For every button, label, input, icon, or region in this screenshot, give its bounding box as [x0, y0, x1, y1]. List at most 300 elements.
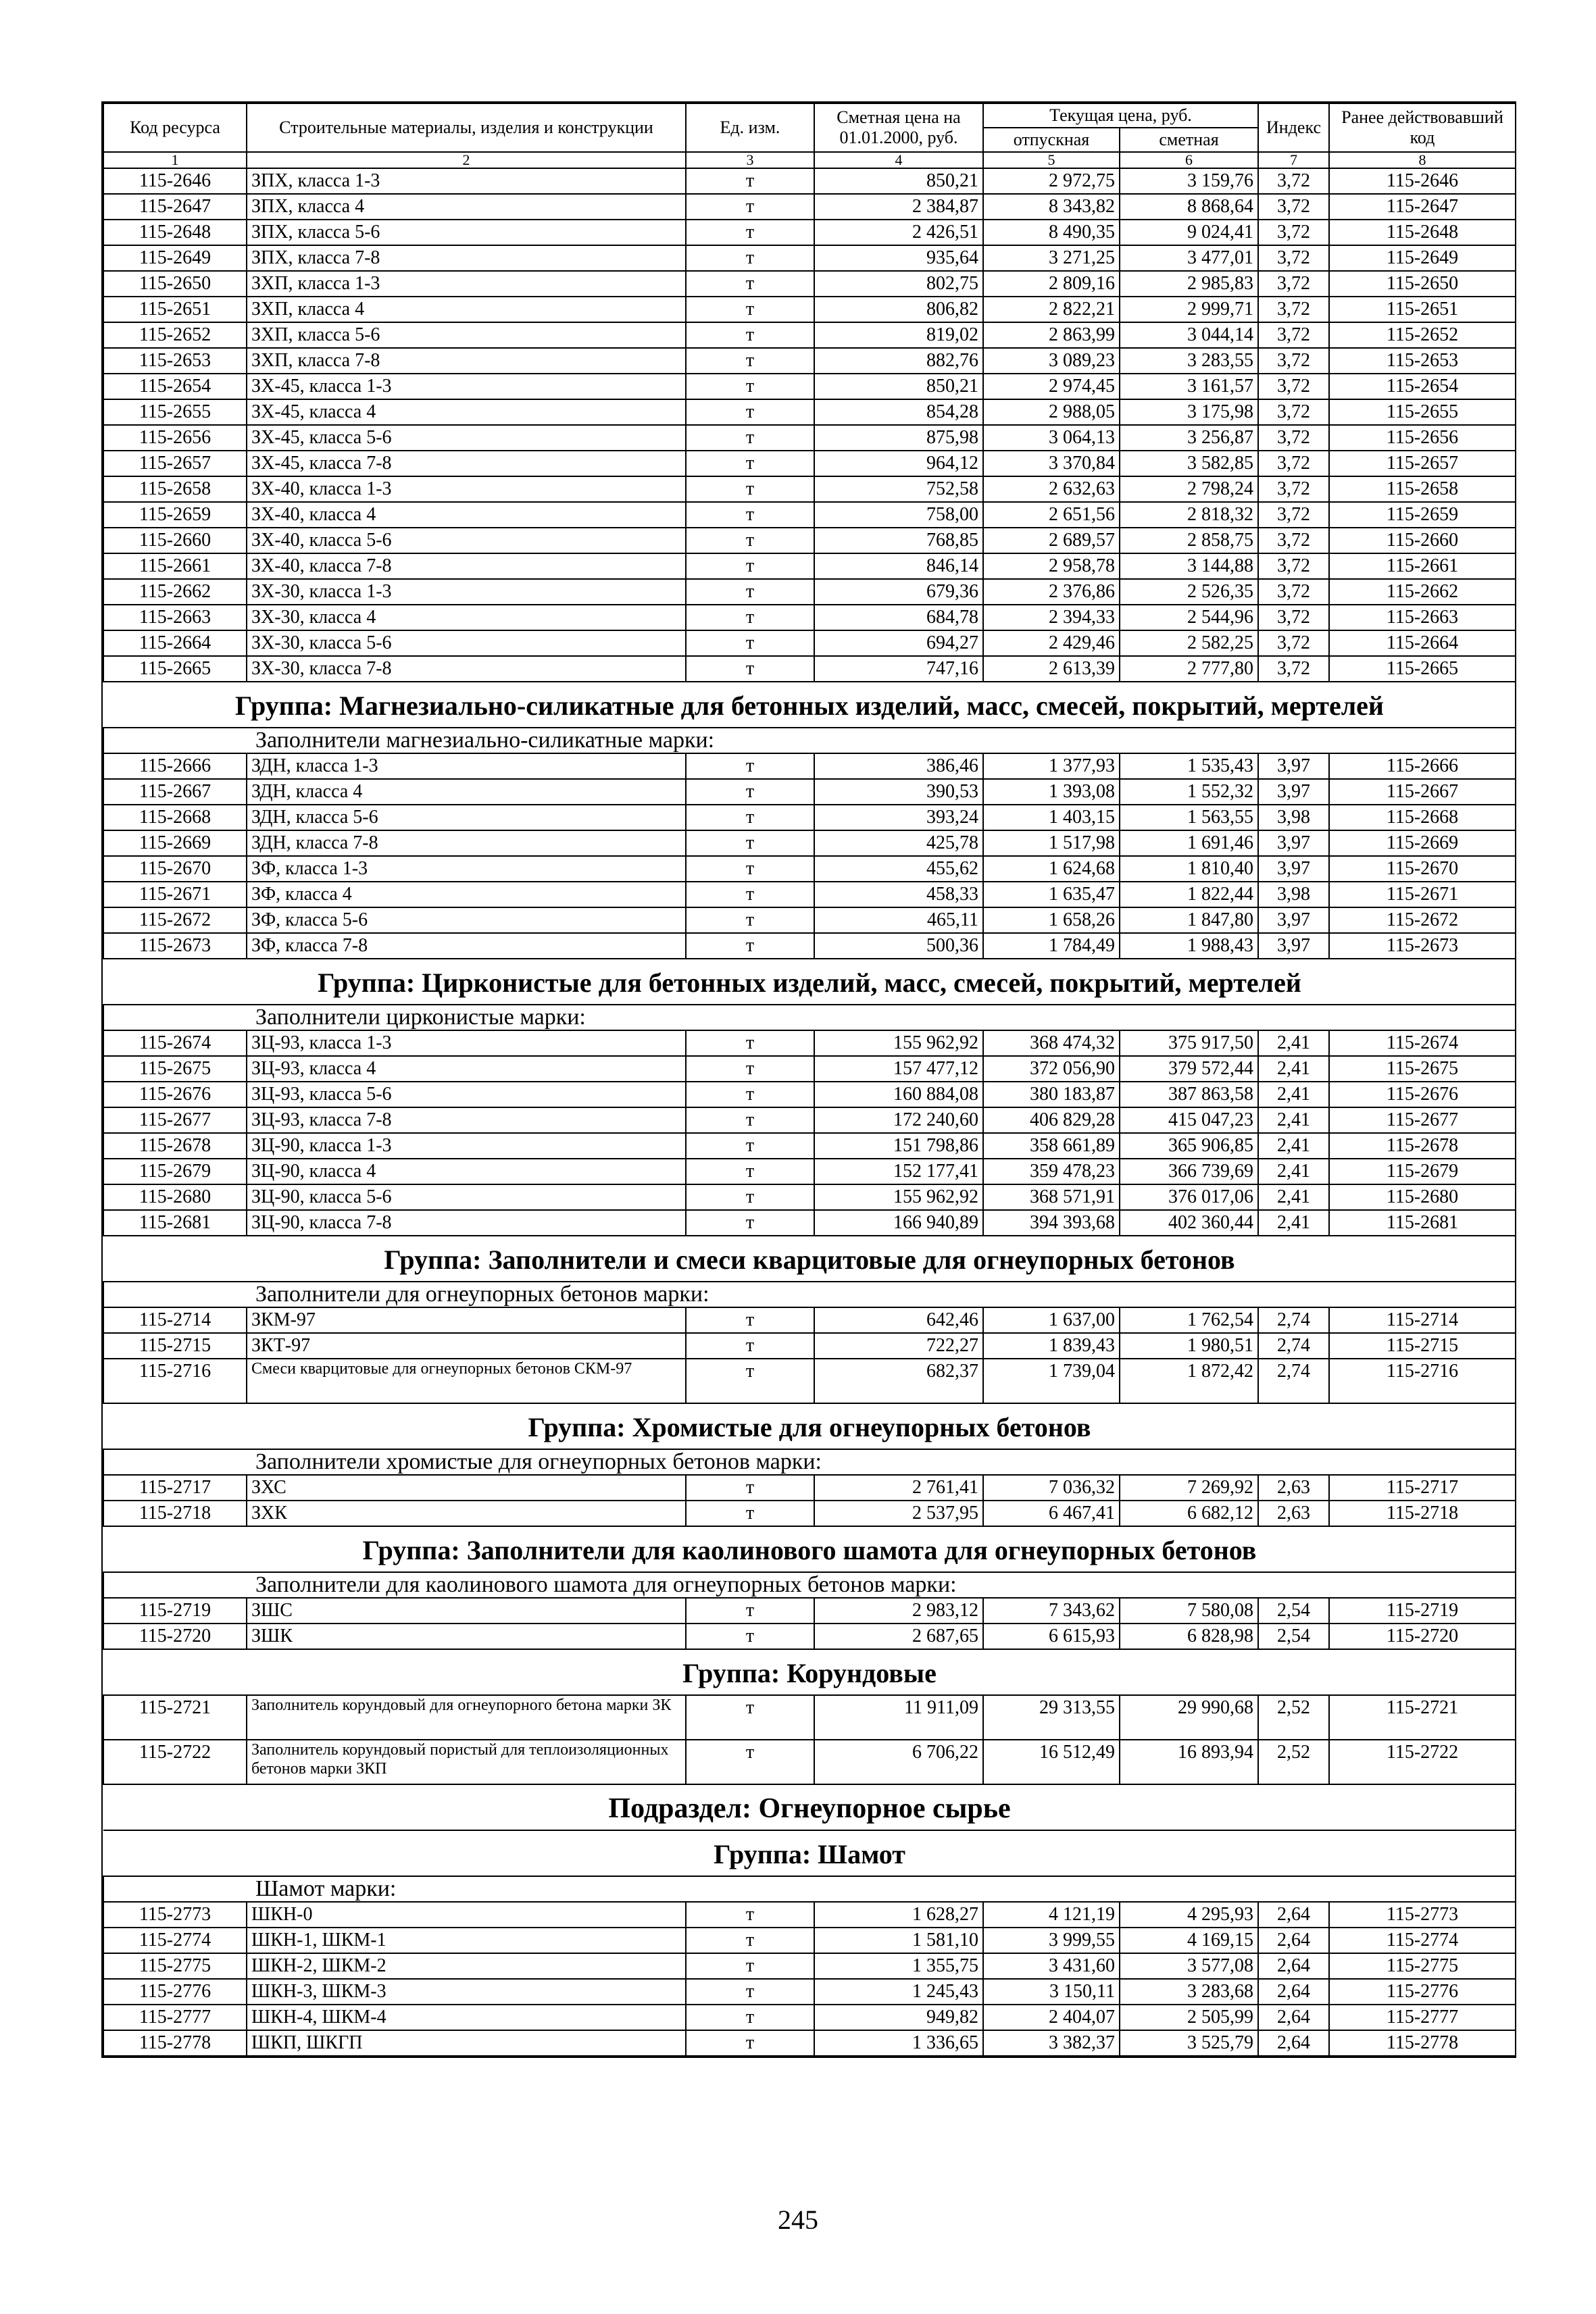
- resource-code-cell: 115-2668: [103, 805, 247, 830]
- material-name-cell: ЗХК: [247, 1501, 686, 1526]
- group-title-row: [103, 1526, 1516, 1572]
- material-name-cell: ЗХ-45, класса 7-8: [247, 451, 686, 476]
- previous-code-cell: 115-2715: [1329, 1333, 1516, 1359]
- previous-code-cell: 115-2650: [1329, 271, 1516, 297]
- previous-code-cell: 115-2670: [1329, 856, 1516, 882]
- header-index: Индекс: [1258, 103, 1329, 152]
- release-price-cell: 1 624,68: [983, 856, 1120, 882]
- base-price-cell: 875,98: [814, 425, 983, 451]
- resource-code-cell: 115-2655: [103, 399, 247, 425]
- group-label-row: [103, 728, 1516, 753]
- estimate-price-cell: 16 893,94: [1120, 1740, 1258, 1784]
- base-price-cell: 2 983,12: [814, 1598, 983, 1624]
- release-price-cell: 1 635,47: [983, 882, 1120, 907]
- previous-code-cell: 115-2717: [1329, 1475, 1516, 1501]
- table-row: [103, 656, 1516, 682]
- unit-cell: т: [686, 1107, 814, 1133]
- base-price-cell: 465,11: [814, 907, 983, 933]
- unit-cell: т: [686, 1979, 814, 2005]
- previous-code-cell: 115-2661: [1329, 553, 1516, 579]
- table-row: [103, 425, 1516, 451]
- group-title-row: [103, 682, 1516, 728]
- unit-cell: т: [686, 1695, 814, 1740]
- material-name-cell: ЗХП, класса 5-6: [247, 322, 686, 348]
- group-title-row: [103, 1830, 1516, 1876]
- table-row: [103, 1928, 1516, 1953]
- previous-code-cell: 115-2718: [1329, 1501, 1516, 1526]
- base-price-cell: 458,33: [814, 882, 983, 907]
- price-index-cell: 2,64: [1258, 1902, 1329, 1928]
- previous-code-cell: 115-2653: [1329, 348, 1516, 374]
- previous-code-cell: 115-2667: [1329, 779, 1516, 805]
- previous-code-cell: 115-2656: [1329, 425, 1516, 451]
- base-price-cell: 964,12: [814, 451, 983, 476]
- table-row: [103, 1184, 1516, 1210]
- table-row: [103, 1333, 1516, 1359]
- material-name-cell: ЗЦ-90, класса 4: [247, 1159, 686, 1184]
- release-price-cell: 2 632,63: [983, 476, 1120, 502]
- previous-code-cell: 115-2665: [1329, 656, 1516, 682]
- price-index-cell: 2,64: [1258, 1953, 1329, 1979]
- unit-cell: т: [686, 194, 814, 220]
- release-price-cell: 359 478,23: [983, 1159, 1120, 1184]
- estimate-price-cell: 7 580,08: [1120, 1598, 1258, 1624]
- estimate-price-cell: 3 577,08: [1120, 1953, 1258, 1979]
- previous-code-cell: 115-2649: [1329, 245, 1516, 271]
- base-price-cell: 386,46: [814, 753, 983, 779]
- table-row: [103, 1501, 1516, 1526]
- resource-code-cell: 115-2665: [103, 656, 247, 682]
- table-row: [103, 2030, 1516, 2056]
- column-number: 5: [983, 152, 1120, 168]
- price-index-cell: 3,72: [1258, 502, 1329, 528]
- estimate-price-cell: 1 563,55: [1120, 805, 1258, 830]
- table-row: [103, 476, 1516, 502]
- material-name-cell: ШКН-4, ШКМ-4: [247, 2005, 686, 2030]
- release-price-cell: 2 689,57: [983, 528, 1120, 553]
- unit-cell: т: [686, 271, 814, 297]
- material-name-cell: ЗФ, класса 4: [247, 882, 686, 907]
- release-price-cell: 1 377,93: [983, 753, 1120, 779]
- resource-code-cell: 115-2679: [103, 1159, 247, 1184]
- estimate-price-cell: 3 477,01: [1120, 245, 1258, 271]
- material-name-cell: Смеси кварцитовые для огнеупорных бетонов СКМ-97: [247, 1359, 686, 1403]
- material-name-cell: ЗДН, класса 5-6: [247, 805, 686, 830]
- base-price-cell: 155 962,92: [814, 1184, 983, 1210]
- base-price-cell: 1 245,43: [814, 1979, 983, 2005]
- release-price-cell: 2 822,21: [983, 297, 1120, 322]
- resource-code-cell: 115-2775: [103, 1953, 247, 1979]
- estimate-price-cell: 3 582,85: [1120, 451, 1258, 476]
- header-prev-code: Ранее действовавший код: [1329, 103, 1516, 152]
- resource-code-cell: 115-2716: [103, 1359, 247, 1403]
- price-index-cell: 2,64: [1258, 1979, 1329, 2005]
- material-name-cell: ЗХ-40, класса 5-6: [247, 528, 686, 553]
- release-price-cell: 368 474,32: [983, 1030, 1120, 1056]
- material-name-cell: ЗХ-45, класса 1-3: [247, 374, 686, 399]
- previous-code-cell: 115-2680: [1329, 1184, 1516, 1210]
- estimate-price-cell: 402 360,44: [1120, 1210, 1258, 1236]
- header-name: Строительные материалы, изделия и конструкции: [247, 103, 686, 152]
- unit-cell: т: [686, 476, 814, 502]
- material-name-cell: ЗЦ-90, класса 7-8: [247, 1210, 686, 1236]
- resource-code-cell: 115-2669: [103, 830, 247, 856]
- unit-cell: т: [686, 1133, 814, 1159]
- base-price-cell: 390,53: [814, 779, 983, 805]
- table-row: [103, 194, 1516, 220]
- estimate-price-cell: 2 777,80: [1120, 656, 1258, 682]
- unit-cell: т: [686, 1902, 814, 1928]
- unit-cell: т: [686, 1030, 814, 1056]
- previous-code-cell: 115-2775: [1329, 1953, 1516, 1979]
- price-index-cell: 2,74: [1258, 1307, 1329, 1333]
- previous-code-cell: 115-2668: [1329, 805, 1516, 830]
- group-title-row: [103, 1649, 1516, 1695]
- table-row: [103, 553, 1516, 579]
- release-price-cell: 2 376,86: [983, 579, 1120, 605]
- subsection-title: Подраздел: Огнеупорное сырье: [103, 1784, 1516, 1830]
- price-index-cell: 2,41: [1258, 1082, 1329, 1107]
- base-price-cell: 1 628,27: [814, 1902, 983, 1928]
- release-price-cell: 2 972,75: [983, 168, 1120, 194]
- previous-code-cell: 115-2681: [1329, 1210, 1516, 1236]
- unit-cell: т: [686, 1082, 814, 1107]
- price-index-cell: 3,72: [1258, 322, 1329, 348]
- estimate-price-cell: 2 818,32: [1120, 502, 1258, 528]
- release-price-cell: 8 343,82: [983, 194, 1120, 220]
- release-price-cell: 6 615,93: [983, 1624, 1120, 1649]
- price-index-cell: 3,72: [1258, 605, 1329, 630]
- release-price-cell: 368 571,91: [983, 1184, 1120, 1210]
- previous-code-cell: 115-2716: [1329, 1359, 1516, 1403]
- release-price-cell: 3 999,55: [983, 1928, 1120, 1953]
- unit-cell: т: [686, 245, 814, 271]
- previous-code-cell: 115-2669: [1329, 830, 1516, 856]
- price-index-cell: 3,72: [1258, 297, 1329, 322]
- material-name-cell: ЗХ-45, класса 4: [247, 399, 686, 425]
- material-name-cell: ЗХ-40, класса 4: [247, 502, 686, 528]
- table-row: [103, 1030, 1516, 1056]
- table-row: [103, 1307, 1516, 1333]
- estimate-price-cell: 1 552,32: [1120, 779, 1258, 805]
- table-row: [103, 1953, 1516, 1979]
- previous-code-cell: 115-2672: [1329, 907, 1516, 933]
- unit-cell: т: [686, 933, 814, 959]
- estimate-price-cell: 2 582,25: [1120, 630, 1258, 656]
- group-label: Заполнители цирконистые марки:: [103, 1005, 1516, 1030]
- unit-cell: т: [686, 605, 814, 630]
- group-title: Группа: Хромистые для огнеупорных бетонов: [103, 1403, 1516, 1449]
- price-index-cell: 3,72: [1258, 630, 1329, 656]
- unit-cell: т: [686, 168, 814, 194]
- unit-cell: т: [686, 753, 814, 779]
- material-name-cell: ЗХ-40, класса 1-3: [247, 476, 686, 502]
- table-row: [103, 502, 1516, 528]
- table-header-row: [103, 103, 1516, 128]
- table-row: [103, 1979, 1516, 2005]
- release-price-cell: 3 089,23: [983, 348, 1120, 374]
- release-price-cell: 1 658,26: [983, 907, 1120, 933]
- base-price-cell: 2 426,51: [814, 220, 983, 245]
- group-label-row: [103, 1572, 1516, 1598]
- release-price-cell: 2 958,78: [983, 553, 1120, 579]
- estimate-price-cell: 379 572,44: [1120, 1056, 1258, 1082]
- estimate-price-cell: 3 256,87: [1120, 425, 1258, 451]
- release-price-cell: 1 403,15: [983, 805, 1120, 830]
- price-index-cell: 2,41: [1258, 1133, 1329, 1159]
- base-price-cell: 1 355,75: [814, 1953, 983, 1979]
- estimate-price-cell: 4 169,15: [1120, 1928, 1258, 1953]
- material-name-cell: ЗФ, класса 1-3: [247, 856, 686, 882]
- table-row: [103, 805, 1516, 830]
- release-price-cell: 7 343,62: [983, 1598, 1120, 1624]
- material-name-cell: ЗХП, класса 1-3: [247, 271, 686, 297]
- unit-cell: т: [686, 1475, 814, 1501]
- estimate-price-cell: 366 739,69: [1120, 1159, 1258, 1184]
- column-number-row: [103, 152, 1516, 168]
- estimate-price-cell: 3 175,98: [1120, 399, 1258, 425]
- table-row: [103, 1159, 1516, 1184]
- estimate-price-cell: 1 847,80: [1120, 907, 1258, 933]
- column-number: 4: [814, 152, 983, 168]
- material-name-cell: ЗДН, класса 4: [247, 779, 686, 805]
- previous-code-cell: 115-2654: [1329, 374, 1516, 399]
- material-name-cell: ЗФ, класса 7-8: [247, 933, 686, 959]
- previous-code-cell: 115-2722: [1329, 1740, 1516, 1784]
- resource-code-cell: 115-2674: [103, 1030, 247, 1056]
- table-row: [103, 907, 1516, 933]
- estimate-price-cell: 3 525,79: [1120, 2030, 1258, 2056]
- release-price-cell: 3 382,37: [983, 2030, 1120, 2056]
- release-price-cell: 372 056,90: [983, 1056, 1120, 1082]
- price-index-cell: 2,74: [1258, 1333, 1329, 1359]
- base-price-cell: 2 761,41: [814, 1475, 983, 1501]
- estimate-price-cell: 2 858,75: [1120, 528, 1258, 553]
- previous-code-cell: 115-2714: [1329, 1307, 1516, 1333]
- estimate-price-cell: 376 017,06: [1120, 1184, 1258, 1210]
- price-index-cell: 2,41: [1258, 1184, 1329, 1210]
- release-price-cell: 2 809,16: [983, 271, 1120, 297]
- unit-cell: т: [686, 1953, 814, 1979]
- header-estimate-price: сметная: [1120, 128, 1258, 152]
- material-name-cell: ЗХ-30, класса 5-6: [247, 630, 686, 656]
- resource-code-cell: 115-2653: [103, 348, 247, 374]
- estimate-price-cell: 29 990,68: [1120, 1695, 1258, 1740]
- column-number: 3: [686, 152, 814, 168]
- table-row: [103, 605, 1516, 630]
- previous-code-cell: 115-2774: [1329, 1928, 1516, 1953]
- estimate-price-cell: 3 144,88: [1120, 553, 1258, 579]
- unit-cell: т: [686, 425, 814, 451]
- unit-cell: т: [686, 779, 814, 805]
- estimate-price-cell: 365 906,85: [1120, 1133, 1258, 1159]
- base-price-cell: 694,27: [814, 630, 983, 656]
- unit-cell: т: [686, 1501, 814, 1526]
- unit-cell: т: [686, 1210, 814, 1236]
- table-row: [103, 882, 1516, 907]
- base-price-cell: 850,21: [814, 168, 983, 194]
- previous-code-cell: 115-2719: [1329, 1598, 1516, 1624]
- base-price-cell: 806,82: [814, 297, 983, 322]
- resource-code-cell: 115-2778: [103, 2030, 247, 2056]
- group-label-row: [103, 1449, 1516, 1475]
- price-index-cell: 2,52: [1258, 1740, 1329, 1784]
- estimate-price-cell: 2 798,24: [1120, 476, 1258, 502]
- table-row: [103, 322, 1516, 348]
- price-index-cell: 3,72: [1258, 348, 1329, 374]
- price-index-cell: 3,97: [1258, 856, 1329, 882]
- base-price-cell: 768,85: [814, 528, 983, 553]
- estimate-price-cell: 8 868,64: [1120, 194, 1258, 220]
- price-index-cell: 3,72: [1258, 374, 1329, 399]
- base-price-cell: 11 911,09: [814, 1695, 983, 1740]
- header-base-price: Сметная цена на 01.01.2000, руб.: [814, 103, 983, 152]
- previous-code-cell: 115-2777: [1329, 2005, 1516, 2030]
- estimate-price-cell: 1 988,43: [1120, 933, 1258, 959]
- estimate-price-cell: 1 762,54: [1120, 1307, 1258, 1333]
- unit-cell: т: [686, 2005, 814, 2030]
- estimate-price-cell: 375 917,50: [1120, 1030, 1258, 1056]
- release-price-cell: 3 271,25: [983, 245, 1120, 271]
- unit-cell: т: [686, 1624, 814, 1649]
- resource-code-cell: 115-2660: [103, 528, 247, 553]
- previous-code-cell: 115-2664: [1329, 630, 1516, 656]
- unit-cell: т: [686, 805, 814, 830]
- estimate-price-cell: 2 985,83: [1120, 271, 1258, 297]
- resource-code-cell: 115-2648: [103, 220, 247, 245]
- table-body: [103, 103, 1516, 2056]
- base-price-cell: 758,00: [814, 502, 983, 528]
- resource-code-cell: 115-2661: [103, 553, 247, 579]
- release-price-cell: 8 490,35: [983, 220, 1120, 245]
- base-price-cell: 850,21: [814, 374, 983, 399]
- group-label-row: [103, 1876, 1516, 1902]
- table-row: [103, 348, 1516, 374]
- material-name-cell: ЗШС: [247, 1598, 686, 1624]
- estimate-price-cell: 3 283,68: [1120, 1979, 1258, 2005]
- group-title: Группа: Цирконистые для бетонных изделий, масс, смесей, покрытий, мертелей: [103, 959, 1516, 1005]
- estimate-price-cell: 415 047,23: [1120, 1107, 1258, 1133]
- table-row: [103, 1133, 1516, 1159]
- release-price-cell: 1 637,00: [983, 1307, 1120, 1333]
- base-price-cell: 802,75: [814, 271, 983, 297]
- price-index-cell: 3,72: [1258, 168, 1329, 194]
- base-price-cell: 6 706,22: [814, 1740, 983, 1784]
- material-name-cell: ЗПХ, класса 5-6: [247, 220, 686, 245]
- unit-cell: т: [686, 374, 814, 399]
- release-price-cell: 394 393,68: [983, 1210, 1120, 1236]
- price-index-cell: 3,72: [1258, 399, 1329, 425]
- table-row: [103, 1740, 1516, 1784]
- price-index-cell: 2,52: [1258, 1695, 1329, 1740]
- release-price-cell: 2 988,05: [983, 399, 1120, 425]
- previous-code-cell: 115-2646: [1329, 168, 1516, 194]
- base-price-cell: 152 177,41: [814, 1159, 983, 1184]
- price-index-cell: 3,72: [1258, 579, 1329, 605]
- price-index-cell: 2,54: [1258, 1598, 1329, 1624]
- estimate-price-cell: 387 863,58: [1120, 1082, 1258, 1107]
- table-row: [103, 2005, 1516, 2030]
- material-name-cell: ЗХ-40, класса 7-8: [247, 553, 686, 579]
- base-price-cell: 425,78: [814, 830, 983, 856]
- release-price-cell: 2 863,99: [983, 322, 1120, 348]
- material-name-cell: ШКН-1, ШКМ-1: [247, 1928, 686, 1953]
- previous-code-cell: 115-2773: [1329, 1902, 1516, 1928]
- estimate-price-cell: 9 024,41: [1120, 220, 1258, 245]
- base-price-cell: 679,36: [814, 579, 983, 605]
- estimate-price-cell: 1 535,43: [1120, 753, 1258, 779]
- unit-cell: т: [686, 322, 814, 348]
- resource-code-cell: 115-2672: [103, 907, 247, 933]
- price-index-cell: 2,41: [1258, 1030, 1329, 1056]
- column-number: 7: [1258, 152, 1329, 168]
- release-price-cell: 1 784,49: [983, 933, 1120, 959]
- release-price-cell: 29 313,55: [983, 1695, 1120, 1740]
- group-label-row: [103, 1005, 1516, 1030]
- unit-cell: т: [686, 856, 814, 882]
- estimate-price-cell: 2 505,99: [1120, 2005, 1258, 2030]
- estimate-price-cell: 3 283,55: [1120, 348, 1258, 374]
- group-label: Заполнители для каолинового шамота для огнеупорных бетонов марки:: [103, 1572, 1516, 1598]
- resource-code-cell: 115-2671: [103, 882, 247, 907]
- column-number: 8: [1329, 152, 1516, 168]
- resource-code-cell: 115-2676: [103, 1082, 247, 1107]
- group-title-row: [103, 959, 1516, 1005]
- table-row: [103, 1598, 1516, 1624]
- unit-cell: т: [686, 1184, 814, 1210]
- estimate-price-cell: 1 822,44: [1120, 882, 1258, 907]
- resource-code-cell: 115-2647: [103, 194, 247, 220]
- material-name-cell: ЗХ-30, класса 4: [247, 605, 686, 630]
- price-table-sheet: [101, 101, 1516, 2058]
- table-row: [103, 830, 1516, 856]
- estimate-price-cell: 1 980,51: [1120, 1333, 1258, 1359]
- release-price-cell: 2 613,39: [983, 656, 1120, 682]
- resource-code-cell: 115-2657: [103, 451, 247, 476]
- previous-code-cell: 115-2660: [1329, 528, 1516, 553]
- release-price-cell: 2 404,07: [983, 2005, 1120, 2030]
- release-price-cell: 2 651,56: [983, 502, 1120, 528]
- table-row: [103, 1082, 1516, 1107]
- material-name-cell: ШКН-3, ШКМ-3: [247, 1979, 686, 2005]
- header-unit: Ед. изм.: [686, 103, 814, 152]
- price-index-cell: 3,97: [1258, 933, 1329, 959]
- price-index-cell: 3,72: [1258, 194, 1329, 220]
- group-label: Шамот марки:: [103, 1876, 1516, 1902]
- material-name-cell: ЗПХ, класса 1-3: [247, 168, 686, 194]
- previous-code-cell: 115-2671: [1329, 882, 1516, 907]
- previous-code-cell: 115-2648: [1329, 220, 1516, 245]
- resource-code-cell: 115-2667: [103, 779, 247, 805]
- resource-code-cell: 115-2646: [103, 168, 247, 194]
- unit-cell: т: [686, 656, 814, 682]
- unit-cell: т: [686, 1359, 814, 1403]
- resource-code-cell: 115-2659: [103, 502, 247, 528]
- material-name-cell: ЗЦ-93, класса 5-6: [247, 1082, 686, 1107]
- estimate-price-cell: 1 691,46: [1120, 830, 1258, 856]
- material-name-cell: ЗДН, класса 7-8: [247, 830, 686, 856]
- previous-code-cell: 115-2657: [1329, 451, 1516, 476]
- resource-code-cell: 115-2715: [103, 1333, 247, 1359]
- table-row: [103, 1624, 1516, 1649]
- previous-code-cell: 115-2677: [1329, 1107, 1516, 1133]
- previous-code-cell: 115-2675: [1329, 1056, 1516, 1082]
- base-price-cell: 846,14: [814, 553, 983, 579]
- unit-cell: т: [686, 297, 814, 322]
- release-price-cell: 3 370,84: [983, 451, 1120, 476]
- unit-cell: т: [686, 220, 814, 245]
- resource-code-cell: 115-2670: [103, 856, 247, 882]
